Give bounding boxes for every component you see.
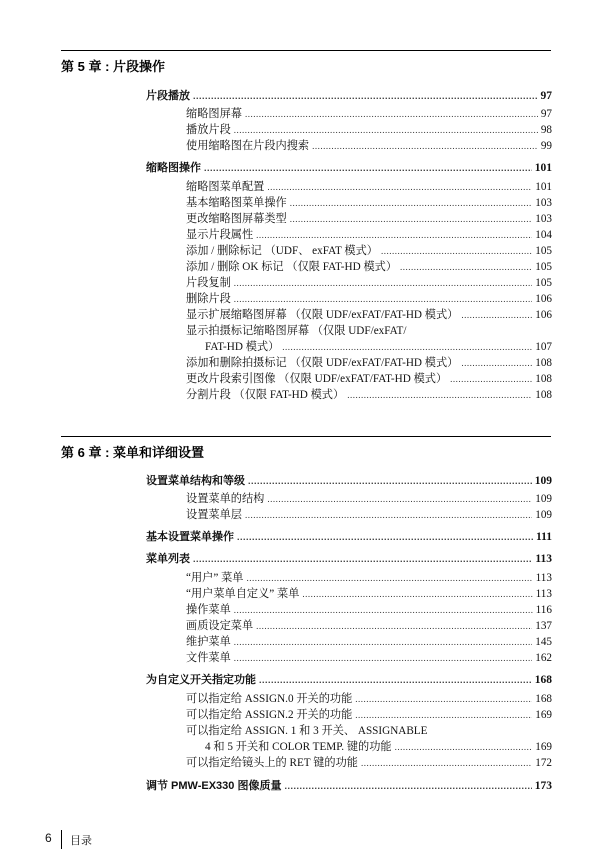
toc-section-menu-structure[interactable]: 设置菜单结构和等级 ..... 109 xyxy=(146,474,552,488)
toc-entry[interactable]: 设置菜单的结构 ..... 109 xyxy=(186,492,552,506)
toc-entry[interactable]: “用户” 菜单 ..... 113 xyxy=(186,571,552,585)
toc-entry[interactable]: 操作菜单 ..... 116 xyxy=(186,603,552,617)
toc-entry[interactable]: 可以指定给镜头上的 RET 键的功能 ..... 172 xyxy=(186,756,552,770)
toc-entry[interactable]: 维护菜单 ..... 145 xyxy=(186,635,552,649)
toc-entry[interactable]: 播放片段 ..... 98 xyxy=(186,123,552,137)
toc-entry[interactable]: 可以指定给 ASSIGN.0 开关的功能 ..... 168 xyxy=(186,692,552,706)
toc-section-menu-list[interactable]: 菜单列表 ..... 113 xyxy=(146,552,552,566)
toc-entry[interactable]: 4 和 5 开关和 COLOR TEMP. 键的功能 ..... 169 xyxy=(205,740,552,754)
chapter-5-rule xyxy=(61,50,551,51)
toc-entry[interactable]: 显示扩展缩略图屏幕 （仅限 UDF/exFAT/FAT-HD 模式） ..... 106 xyxy=(186,308,552,322)
footer-label: 目录 xyxy=(70,835,92,847)
toc-entry[interactable]: 片段复制 ..... 105 xyxy=(186,276,552,290)
toc-section-thumbnail-operation[interactable]: 缩略图操作 ..... 101 xyxy=(146,161,552,175)
chapter-6-rule xyxy=(61,436,551,437)
toc-entry[interactable]: 更改片段索引图像 （仅限 UDF/exFAT/FAT-HD 模式） ..... 108 xyxy=(186,372,552,386)
toc-entry[interactable]: 缩略图菜单配置 ..... 101 xyxy=(186,180,552,194)
toc-entry[interactable]: 基本缩略图菜单操作 ..... 103 xyxy=(186,196,552,210)
page-number: 6 xyxy=(45,831,52,845)
toc-entry[interactable]: 添加和删除拍摄标记 （仅限 UDF/exFAT/FAT-HD 模式） ..... 108 xyxy=(186,356,552,370)
toc-entry[interactable]: FAT-HD 模式） ..... 107 xyxy=(205,340,552,354)
toc-section-clip-playback[interactable]: 片段播放 ..... 97 xyxy=(146,89,552,103)
toc-entry[interactable]: 分割片段 （仅限 FAT-HD 模式） ..... 108 xyxy=(186,388,552,402)
toc-entry[interactable]: 使用缩略图在片段内搜索 ..... 99 xyxy=(186,139,552,153)
toc-entry[interactable]: 添加 / 删除 OK 标记 （仅限 FAT-HD 模式） ..... 105 xyxy=(186,260,552,274)
toc-entry[interactable]: 删除片段 ..... 106 xyxy=(186,292,552,306)
toc-entry[interactable]: 更改缩略图屏幕类型 ..... 103 xyxy=(186,212,552,226)
toc-entry[interactable]: “用户菜单自定义” 菜单 ..... 113 xyxy=(186,587,552,601)
toc-section-image-quality[interactable]: 调节 PMW-EX330 图像质量 ..... 173 xyxy=(146,779,552,793)
toc-entry-line1[interactable]: 显示拍摄标记缩略图屏幕 （仅限 UDF/exFAT/ xyxy=(186,325,407,337)
toc-section-basic-menu-operation[interactable]: 基本设置菜单操作 ..... 111 xyxy=(146,530,552,544)
toc-entry[interactable]: 显示片段属性 ..... 104 xyxy=(186,228,552,242)
toc-entry[interactable]: 可以指定给 ASSIGN.2 开关的功能 ..... 169 xyxy=(186,708,552,722)
chapter-6-title: 第 6 章 : 菜单和详细设置 xyxy=(61,445,205,460)
toc-entry[interactable]: 添加 / 删除标记 （UDF、 exFAT 模式） ..... 105 xyxy=(186,244,552,258)
toc-entry[interactable]: 画质设定菜单 ..... 137 xyxy=(186,619,552,633)
footer-divider xyxy=(61,830,62,849)
toc-entry[interactable]: 缩略图屏幕 ..... 97 xyxy=(186,107,552,121)
toc-entry-line1[interactable]: 可以指定给 ASSIGN. 1 和 3 开关、 ASSIGNABLE xyxy=(186,725,428,737)
toc-section-assign-switches[interactable]: 为自定义开关指定功能 ..... 168 xyxy=(146,673,552,687)
toc-entry[interactable]: 设置菜单层 ..... 109 xyxy=(186,508,552,522)
chapter-5-title: 第 5 章 : 片段操作 xyxy=(61,59,166,74)
toc-entry[interactable]: 文件菜单 ..... 162 xyxy=(186,651,552,665)
